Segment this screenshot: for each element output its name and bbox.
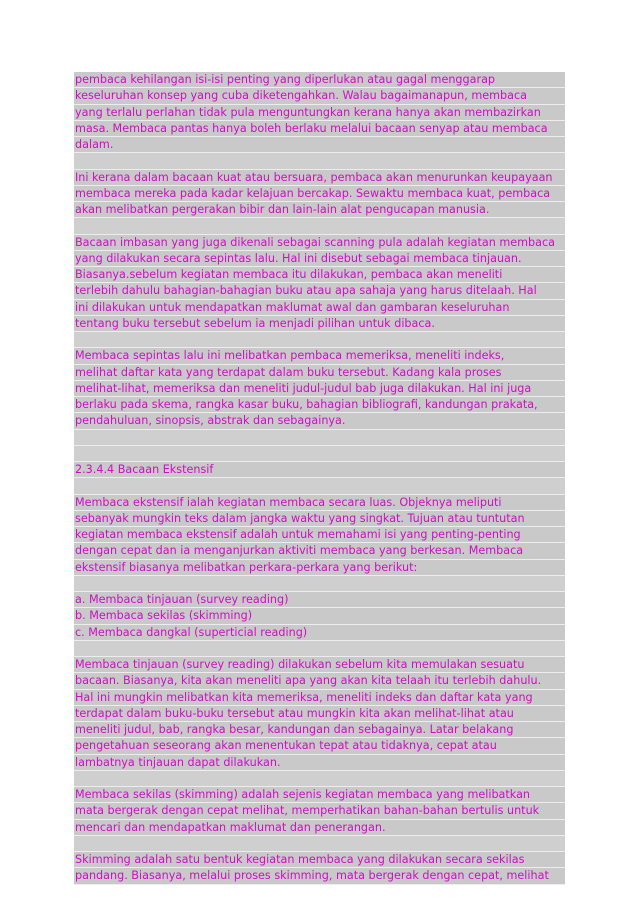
document-page [74,72,565,885]
text-line: dalam. [74,137,565,153]
text-line: ini dilakukan untuk mendapatkan maklumat awal dan gambaran keseluruhan [74,300,565,316]
text-line: yang terlalu perlahan tidak pula menguntungkan kerana hanya akan membazirkan [74,105,565,121]
text-line: Biasanya.sebelum kegiatan membaca itu dilakukan, pembaca akan meneliti [74,267,565,283]
text-line: membaca mereka pada kadar kelajuan bercakap. Sewaktu membaca kuat, pembaca [74,186,565,202]
text-line: melihat-lihat, memeriksa dan meneliti judul-judul bab juga dilakukan. Hal ini juga [74,381,565,397]
text-line: c. Membaca dangkal (superticial reading) [74,625,565,641]
blank-line [74,332,565,348]
text-line: Membaca sepintas lalu ini melibatkan pembaca memeriksa, meneliti indeks, [74,348,565,364]
text-line: Ini kerana dalam bacaan kuat atau bersuara, pembaca akan menurunkan keupayaan [74,170,565,186]
text-line: pandang. Biasanya, melalui proses skimming, mata bergerak dengan cepat, melihat [74,868,565,884]
text-line: yang dilakukan secara sepintas lalu. Hal ini disebut sebagai membaca tinjauan. [74,251,565,267]
text-line: masa. Membaca pantas hanya boleh berlaku melalui bacaan senyap atau membaca [74,121,565,137]
blank-line [74,641,565,657]
text-line: Skimming adalah satu bentuk kegiatan membaca yang dilakukan secara sekilas [74,852,565,868]
text-line: Membaca ekstensif ialah kegiatan membaca secara luas. Objeknya meliputi [74,495,565,511]
text-line: kegiatan membaca ekstensif adalah untuk memahami isi yang penting-penting [74,527,565,543]
blank-line [74,836,565,852]
text-line: berlaku pada skema, rangka kasar buku, bahagian bibliografi, kandungan prakata, [74,397,565,413]
text-line: pembaca kehilangan isi-isi penting yang diperlukan atau gagal menggarap [74,72,565,88]
blank-line [74,153,565,169]
text-line: pendahuluan, sinopsis, abstrak dan sebagainya. [74,413,565,429]
text-line: meneliti judul, bab, rangka besar, kandungan dan sebagainya. Latar belakang [74,722,565,738]
blank-line [74,478,565,494]
blank-line [74,430,565,446]
text-line: dengan cepat dan ia menganjurkan aktiviti membaca yang berkesan. Membaca [74,543,565,559]
text-line: terlebih dahulu bahagian-bahagian buku atau apa sahaja yang harus ditelaah. Hal [74,283,565,299]
text-line: mata bergerak dengan cepat melihat, memperhatikan bahan-bahan bertulis untuk [74,803,565,819]
text-line: Hal ini mungkin melibatkan kita memeriksa, meneliti indeks dan daftar kata yang [74,690,565,706]
text-line: a. Membaca tinjauan (survey reading) [74,592,565,608]
text-line: b. Membaca sekilas (skimming) [74,608,565,624]
text-line: lambatnya tinjauan dapat dilakukan. [74,755,565,771]
text-line: melihat daftar kata yang terdapat dalam buku tersebut. Kadang kala proses [74,365,565,381]
text-line: bacaan. Biasanya, kita akan meneliti apa yang akan kita telaah itu terlebih dahulu. [74,673,565,689]
text-line: mencari dan mendapatkan maklumat dan penerangan. [74,820,565,836]
text-line: terdapat dalam buku-buku tersebut atau mungkin kita akan melihat-lihat atau [74,706,565,722]
blank-line [74,771,565,787]
text-line: sebanyak mungkin teks dalam jangka waktu yang singkat. Tujuan atau tuntutan [74,511,565,527]
text-line: 2.3.4.4 Bacaan Ekstensif [74,462,565,478]
text-line: akan melibatkan pergerakan bibir dan lain-lain alat pengucapan manusia. [74,202,565,218]
text-line: keseluruhan konsep yang cuba diketengahkan. Walau bagaimanapun, membaca [74,88,565,104]
text-line: Membaca tinjauan (survey reading) dilakukan sebelum kita memulakan sesuatu [74,657,565,673]
text-line: tentang buku tersebut sebelum ia menjadi pilihan untuk dibaca. [74,316,565,332]
text-line: Membaca sekilas (skimming) adalah sejenis kegiatan membaca yang melibatkan [74,787,565,803]
text-line: pengetahuan seseorang akan menentukan tepat atau tidaknya, cepat atau [74,738,565,754]
text-line: ekstensif biasanya melibatkan perkara-perkara yang berikut: [74,560,565,576]
text-line: Bacaan imbasan yang juga dikenali sebagai scanning pula adalah kegiatan membaca [74,235,565,251]
blank-line [74,576,565,592]
blank-line [74,446,565,462]
blank-line [74,218,565,234]
